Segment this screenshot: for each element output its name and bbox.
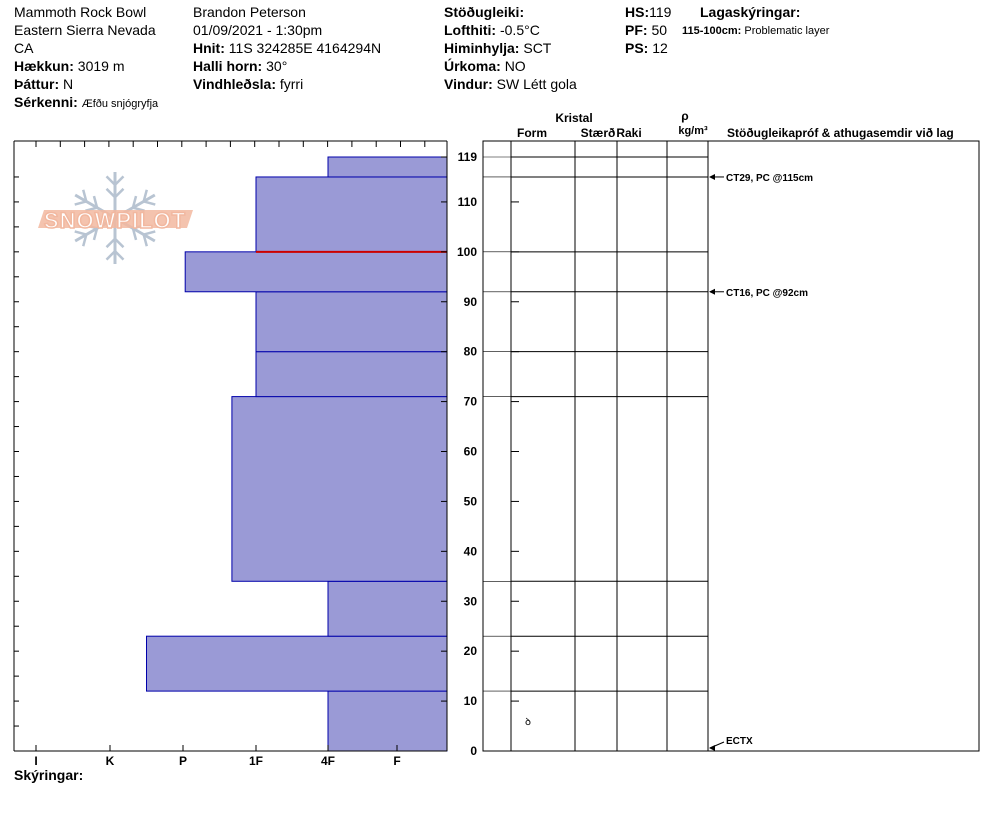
layer-notes-title: Lagaskýringar: [700,4,801,20]
rho-header: ρ [681,109,689,123]
stability-test-label: CT29, PC @115cm [726,172,814,184]
hardness-tick-label: I [34,754,38,768]
features-value: Æfðu snjógryfja [81,98,159,110]
depth-tick-label: 70 [463,394,477,409]
test-arrow-head [709,174,715,180]
features-label: Sérkenni: [14,94,78,110]
moisture-header: Raki [616,126,642,140]
table-frame [483,141,979,751]
hardness-layer [185,252,447,292]
hardness-layers [147,157,448,751]
flake-branch [75,201,87,204]
hs-label: HS: [625,4,650,20]
grain-form-symbol: ꝺ [525,717,531,729]
watermark-text: SNOWPILOT [43,208,187,233]
depth-tick-label: 90 [463,294,477,309]
site-name: Mammoth Rock Bowl [14,4,147,20]
layer-note-text: Problematic layer [744,25,830,37]
observation-datetime: 01/09/2021 - 1:30pm [193,22,323,38]
hardness-tick-label: P [178,754,188,768]
depth-tick-label: 110 [457,194,477,209]
density-unit-header: kg/m³ [678,125,708,137]
depth-tick-label: 119 [457,150,477,164]
comments-header: Stöðugleikapróf & athugasemdir við lag [727,126,954,140]
depth-tick-label: 40 [463,544,477,559]
ps-label: PS: [625,40,649,56]
legend-label: Skýringar: [14,767,84,783]
hardness-tick-label: F [393,754,401,768]
slope-value: 30° [266,58,288,74]
hardness-tick-label: 4F [320,754,336,768]
wind-label: Vindur: [444,76,493,92]
depth-tick-label: 50 [463,494,477,509]
pf-label: PF: [625,22,648,38]
depth-tick-label: 0 [470,744,477,758]
observer-name: Brandon Peterson [193,4,306,20]
site-state: CA [14,40,34,56]
hardness-layer [256,177,447,252]
snowpilot-watermark [38,172,193,264]
crystal-header: Kristal [555,111,593,125]
air-temp-value: -0.5°C [499,22,540,38]
pf-value: 50 [651,22,668,38]
depth-tick-label: 60 [463,444,477,459]
hardness-tick-label: 1F [248,754,264,768]
depth-tick-label: 20 [463,644,477,659]
elevation-label: Hækkun: [14,58,74,74]
coords-label: Hnit: [193,40,225,56]
depth-tick-label: 30 [463,594,477,609]
hardness-layer [328,157,447,177]
stability-test-label: CT16, PC @92cm [726,287,809,299]
sky-label: Himinhylja: [444,40,520,56]
depth-tick-label: 80 [463,344,477,359]
test-arrow-head [709,289,715,295]
site-range: Eastern Sierra Nevada [14,22,156,38]
hardness-layer [328,691,447,751]
precip-label: Úrkoma: [444,58,501,74]
coords-value: 11S 324285E 4164294N [228,40,382,56]
hs-value: 119 [649,4,672,20]
hardness-layer [147,636,448,691]
depth-tick-label: 10 [463,694,477,709]
test-arrow-head [709,745,715,751]
aspect-value: N [63,76,74,92]
form-header: Form [517,126,547,140]
layer-table [483,109,979,751]
sky-value: SCT [523,40,552,56]
hardness-layer [328,581,447,636]
air-temp-label: Lofthiti: [444,22,497,38]
aspect-label: Þáttur: [14,76,60,92]
depth-tick-label: 100 [456,244,477,259]
precip-value: NO [504,58,526,74]
flake-branch [144,201,156,204]
wind-loading-value: fyrri [279,76,304,92]
wind-value: SW Létt gola [496,76,577,92]
slope-label: Halli horn: [193,58,263,74]
elevation-value: 3019 m [77,58,125,74]
hardness-layer [256,352,447,397]
hardness-layer [232,397,447,582]
stability-label: Stöðugleiki: [444,4,525,20]
size-header: Stærð [580,126,616,140]
stability-test-label: ECTX [726,736,753,747]
hardness-tick-label: K [105,754,115,768]
layer-note-range: 115-100cm: [682,25,742,37]
hardness-layer [256,292,447,352]
ps-value: 12 [652,40,668,56]
wind-loading-label: Vindhleðsla: [193,76,276,92]
